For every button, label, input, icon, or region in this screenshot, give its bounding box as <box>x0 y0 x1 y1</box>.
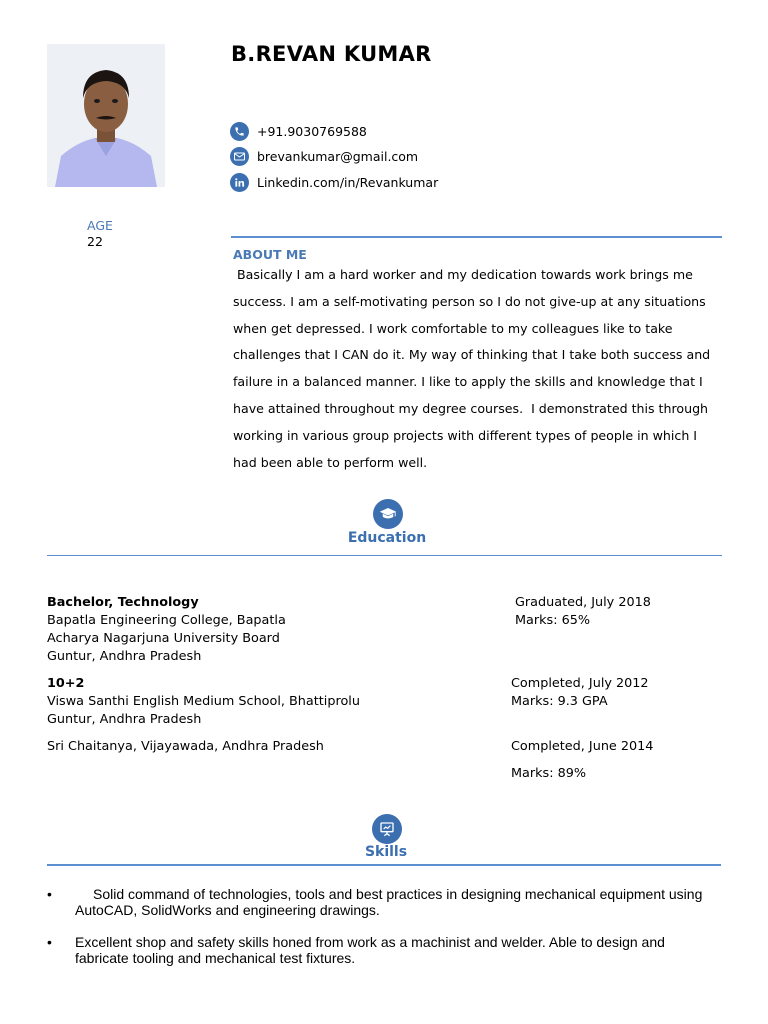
institution-name: Bapatla Engineering College, Bapatla <box>47 613 286 628</box>
email-address: brevankumar@gmail.com <box>257 148 419 164</box>
marks: Marks: 65% <box>515 613 591 628</box>
skill-text: Solid command of technologies, tools and best practices in designing mechanical equipment using AutoCAD, SolidWorks and engineering drawings. <box>75 886 703 918</box>
completion-status: Completed, July 2012 <box>511 676 649 691</box>
profile-photo <box>47 44 165 187</box>
graduation-cap-icon <box>373 499 403 529</box>
candidate-name: B.REVAN KUMAR <box>231 42 432 66</box>
phone-icon <box>230 122 249 141</box>
about-title: ABOUT ME <box>233 247 307 262</box>
institution-name: Viswa Santhi English Medium School, Bhattiprolu <box>47 694 360 709</box>
contact-email[interactable] <box>230 146 418 166</box>
skill-text: Excellent shop and safety skills honed from work as a machinist and welder. Able to design and fabricate tooling and mechanical test fixtures. <box>75 934 665 966</box>
education-entry-bachelor <box>47 594 286 666</box>
linkedin-url: Linkedin.com/in/Revankumar <box>257 174 439 190</box>
degree-name: Bachelor, Technology <box>47 595 199 610</box>
bullet: • <box>47 886 52 902</box>
email-icon <box>230 147 249 166</box>
board-name: Acharya Nagarjuna University Board <box>47 631 280 646</box>
education-entry-school <box>47 738 324 756</box>
bullet: • <box>47 934 52 950</box>
skills-divider <box>47 864 721 866</box>
institution-location: Guntur, Andhra Pradesh <box>47 712 202 727</box>
linkedin-icon <box>230 173 249 192</box>
about-text: Basically I am a hard worker and my dedication towards work brings me success. I am a self-motivating person so I do not give-up at any situations when get depressed. I work comfortable to my colleagues like to take challenges that I CAN do it. My way of thinking that I take both success and failure in a balanced manner. I like to apply the skills and knowledge that I have attained throughout my degree courses. I demonstrated this through working in various group projects with different types of people in which I had been able to perform well. <box>233 267 715 470</box>
presentation-board-icon <box>372 814 402 844</box>
marks: Marks: 89% <box>511 766 587 781</box>
graduation-status: Graduated, July 2018 <box>515 595 651 610</box>
age-value: 22 <box>87 234 103 249</box>
institution-name: Sri Chaitanya, Vijayawada, Andhra Pradesh <box>47 739 324 754</box>
skills-title: Skills <box>364 844 408 860</box>
institution-location: Guntur, Andhra Pradesh <box>47 649 202 664</box>
skill-item <box>47 886 727 920</box>
education-divider <box>47 555 722 556</box>
education-entry-intermediate <box>47 675 360 729</box>
age-label: AGE <box>87 218 113 233</box>
about-divider <box>231 236 722 238</box>
education-title: Education <box>347 530 427 546</box>
education-entry-bachelor-meta <box>515 594 651 630</box>
marks: Marks: 9.3 GPA <box>511 694 608 709</box>
education-entry-intermediate-meta <box>511 675 649 711</box>
phone-number: +91.9030769588 <box>257 123 367 139</box>
contact-phone[interactable] <box>230 121 367 141</box>
contact-linkedin[interactable] <box>230 172 438 192</box>
completion-status: Completed, June 2014 <box>511 739 654 754</box>
skill-item <box>47 934 727 968</box>
degree-name: 10+2 <box>47 676 85 691</box>
